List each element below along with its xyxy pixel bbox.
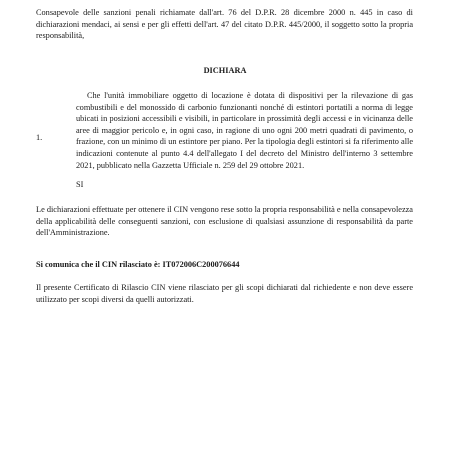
declaration-heading: DICHIARA [203,66,247,75]
declarations-paragraph: Le dichiarazioni effettuate per ottenere il CIN vengono rese sotto la propria responsabilità e nella consapevolezza della applicabilità delle conseguenti sanzioni, con esclusione di qualsiasi assunzione di responsabilità da parte dell'Amministrazione. [36,205,413,238]
cin-statement: Si comunica che il CIN rilasciato è: IT072006C200076644 [36,260,240,269]
list-item-number: 1. [36,133,43,142]
certificate-note-paragraph: Il presente Certificato di Rilascio CIN viene rilasciato per gli scopi dichiarati dal richiedente e non deve essere utilizzato per scopi diversi da quelli autorizzati. [36,283,413,304]
list-item-answer: SI [76,180,84,189]
list-item-text: Che l'unità immobiliare oggetto di locazione è dotata di dispositivi per la rilevazione di gas combustibili e del monossido di carbonio funzionanti nonché di estintori portatili a norma di legge ubicati in posizioni accessibili e visibili, in particolare in prossimità degli accessi e in vicinanza delle aree di maggior pericolo e, in ogni caso, in ragione di uno ogni 200 metri quadrati di pavimento, o frazione, con un minimo di un estintore per piano. Per la tipologia degli estintori si fa riferimento alle indicazioni contenute al punto 4.4 dell'allegato I del decreto del Ministro dell'interno 3 settembre 2021, pubblicato nella Gazzetta Ufficiale n. 259 del 29 ottobre 2021. [76,91,413,170]
intro-paragraph: Consapevole delle sanzioni penali richiamate dall'art. 76 del D.P.R. 28 dicembre 2000 n. 445 in caso di dichiarazioni mendaci, ai sensi e per gli effetti dell'art. 47 del citato D.P.R. 445/2000, il soggetto sotto la propria responsabilità, [36,8,413,41]
